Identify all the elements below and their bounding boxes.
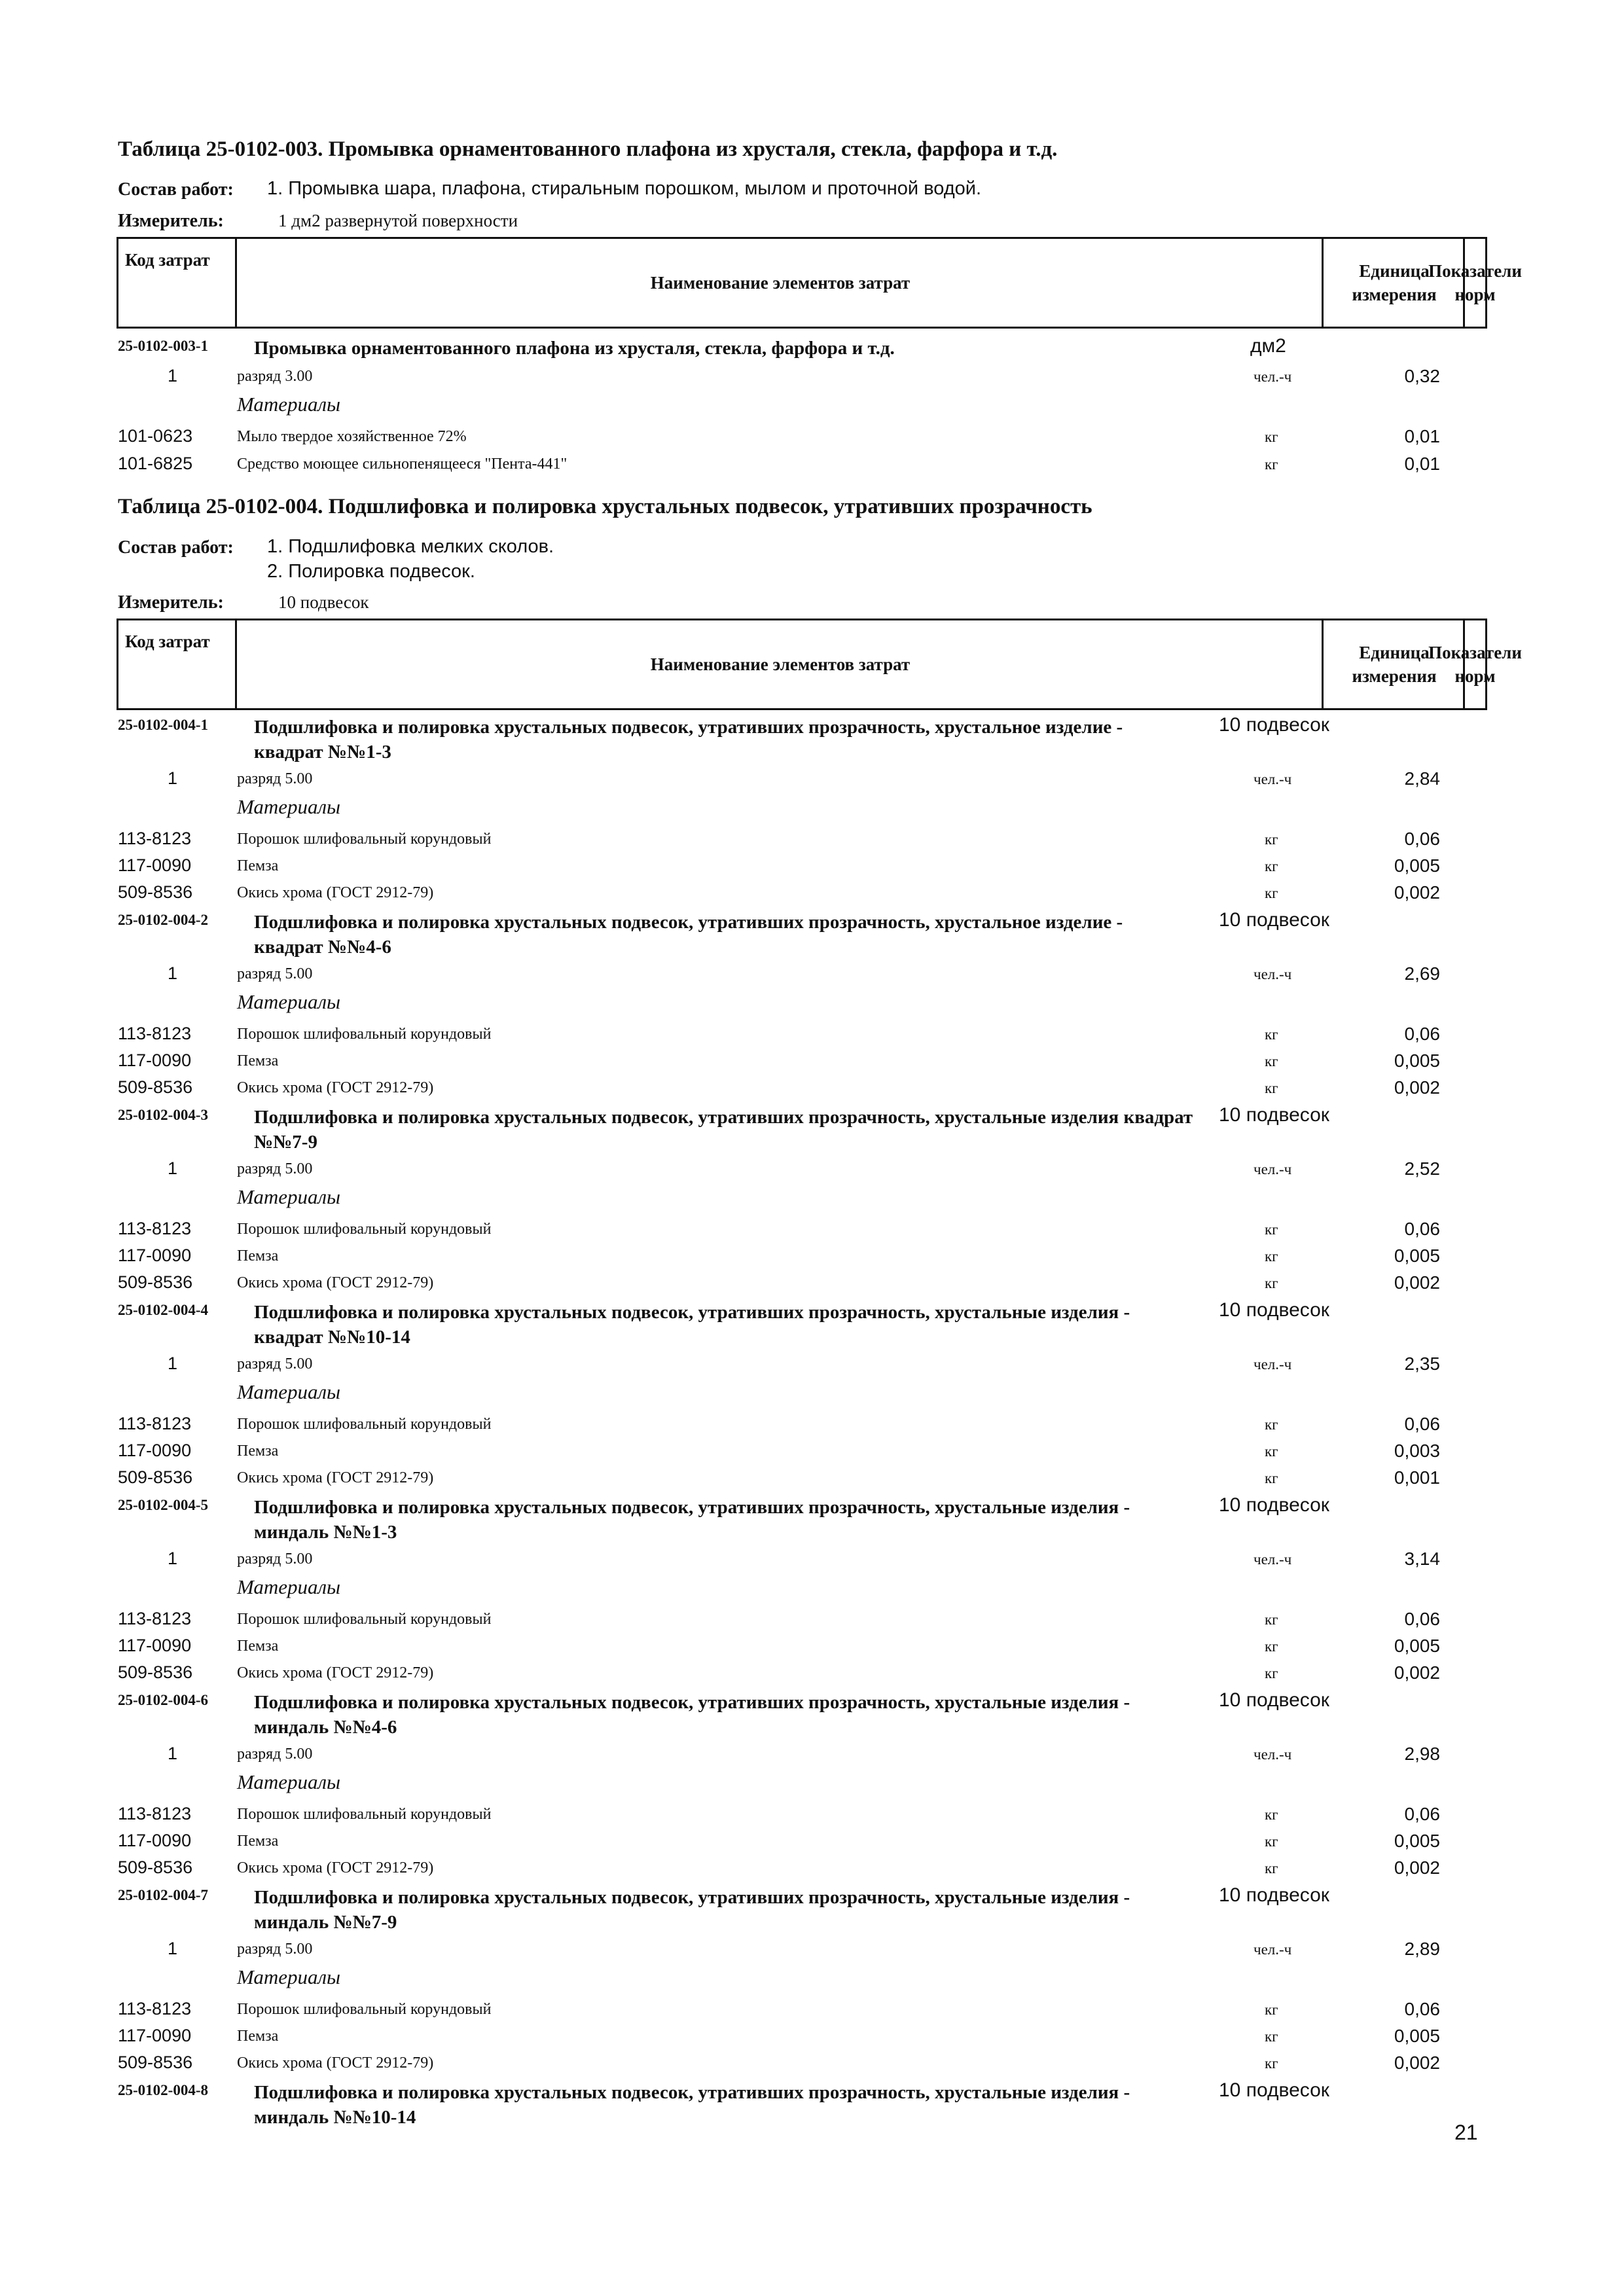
labor-unit: чел.-ч <box>1254 1941 1292 1958</box>
material-name: Пемза <box>237 1638 279 1655</box>
material-code: 509-8536 <box>118 2053 193 2072</box>
material-value: 0,002 <box>1394 1857 1440 1878</box>
materials-label: Материалы <box>237 1380 341 1403</box>
labor-unit: чел.-ч <box>1254 1356 1292 1372</box>
header-unit-line-2: измерения <box>1352 666 1437 686</box>
labor-value: 2,35 <box>1404 1354 1440 1374</box>
table-2-work-item-1: 1. Подшлифовка мелких сколов. <box>267 536 554 557</box>
entry-code: 25-0102-004-8 <box>118 2082 208 2098</box>
material-unit: кг <box>1265 429 1278 445</box>
material-value: 0,06 <box>1404 1024 1440 1044</box>
entry-code: 25-0102-004-6 <box>118 1692 208 1708</box>
material-name: Пемза <box>237 2028 279 2045</box>
header-unit-line-2: измерения <box>1352 285 1437 304</box>
entry-title: Подшлифовка и полировка хрустальных подвесок, утративших прозрачность, хрустальные изделия - миндаль №№7-9 <box>254 1887 1130 1933</box>
entry-unit: 10 подвесок <box>1219 714 1329 736</box>
material-value: 0,06 <box>1404 1414 1440 1434</box>
material-name: Окись хрома (ГОСТ 2912-79) <box>237 1859 434 1876</box>
material-name: Пемза <box>237 1247 279 1265</box>
material-name: Окись хрома (ГОСТ 2912-79) <box>237 1469 434 1486</box>
material-unit: кг <box>1265 1416 1278 1433</box>
table-2-work-item-2: 2. Полировка подвесок. <box>267 561 475 582</box>
material-name: Мыло твердое хозяйственное 72% <box>237 428 467 445</box>
material-value: 0,005 <box>1394 2026 1440 2046</box>
labor-value: 3,14 <box>1404 1549 1440 1569</box>
material-unit: кг <box>1265 1860 1278 1876</box>
table-1-work-label: Состав работ: <box>118 179 234 200</box>
material-name: Порошок шлифовальный корундовый <box>237 1806 492 1823</box>
material-name: Порошок шлифовальный корундовый <box>237 1611 492 1628</box>
material-unit: кг <box>1265 2055 1278 2072</box>
labor-value: 2,69 <box>1404 963 1440 984</box>
labor-name: разряд 5.00 <box>237 1551 313 1568</box>
material-name: Окись хрома (ГОСТ 2912-79) <box>237 1079 434 1096</box>
labor-code: 1 <box>168 366 178 386</box>
material-code: 113-8123 <box>118 1414 192 1433</box>
material-name: Пемза <box>237 1443 279 1460</box>
material-value: 0,002 <box>1394 1662 1440 1683</box>
material-code: 113-8123 <box>118 1999 192 2018</box>
material-unit: кг <box>1265 858 1278 874</box>
material-unit: кг <box>1265 1275 1278 1291</box>
table-1-meter-value: 1 дм2 развернутой поверхности <box>278 211 518 230</box>
labor-name: разряд 5.00 <box>237 1355 313 1372</box>
labor-value: 2,89 <box>1404 1939 1440 1959</box>
labor-name: разряд 5.00 <box>237 1941 313 1958</box>
material-name: Пемза <box>237 1052 279 1069</box>
table-2-header <box>117 619 1522 710</box>
page-number: 21 <box>1454 2121 1478 2144</box>
material-unit: кг <box>1265 2001 1278 2018</box>
labor-value: 0,32 <box>1404 366 1440 386</box>
material-unit: кг <box>1265 2028 1278 2045</box>
material-code: 509-8536 <box>118 1272 193 1292</box>
material-value: 0,005 <box>1394 1050 1440 1071</box>
material-code: 117-0090 <box>118 1246 192 1265</box>
material-value: 0,002 <box>1394 1077 1440 1098</box>
material-name: Порошок шлифовальный корундовый <box>237 1416 492 1433</box>
material-value: 0,002 <box>1394 882 1440 903</box>
table-1-title: Таблица 25-0102-003. Промывка орнаментованного плафона из хрусталя, стекла, фарфора и т.д. <box>118 137 1058 161</box>
material-code: 509-8536 <box>118 1857 193 1877</box>
labor-code: 1 <box>168 1354 178 1373</box>
entry-code: 25-0102-004-2 <box>118 912 208 928</box>
material-value: 0,001 <box>1394 1467 1440 1488</box>
labor-unit: чел.-ч <box>1254 1746 1292 1763</box>
material-code: 117-0090 <box>118 2026 192 2045</box>
labor-unit: чел.-ч <box>1254 966 1292 982</box>
material-unit: кг <box>1265 831 1278 848</box>
material-value: 0,003 <box>1394 1441 1440 1461</box>
material-value: 0,01 <box>1404 454 1440 474</box>
labor-code: 1 <box>168 1549 178 1568</box>
labor-code: 1 <box>168 1939 178 1958</box>
entry-title: Подшлифовка и полировка хрустальных подвесок, утративших прозрачность, хрустальные изделия - квадрат №№10-14 <box>254 1302 1130 1348</box>
entry-unit: дм2 <box>1250 335 1286 357</box>
material-name: Средство моющее сильнопенящееся "Пента-441" <box>237 456 568 473</box>
material-name: Порошок шлифовальный корундовый <box>237 1026 492 1043</box>
materials-label: Материалы <box>237 1575 341 1598</box>
material-unit: кг <box>1265 1053 1278 1069</box>
labor-code: 1 <box>168 963 178 983</box>
entry-title: Подшлифовка и полировка хрустальных подвесок, утративших прозрачность, хрустальные изделия - миндаль №№10-14 <box>254 2082 1130 2128</box>
material-unit: кг <box>1265 1806 1278 1823</box>
labor-name: разряд 5.00 <box>237 1160 313 1177</box>
material-code: 113-8123 <box>118 829 192 848</box>
header-name <box>235 239 1324 327</box>
header-norm-line-1: Показатели <box>1428 261 1522 281</box>
header-norm-line-2: норм <box>1454 285 1496 304</box>
labor-value: 2,52 <box>1404 1158 1440 1179</box>
material-value: 0,005 <box>1394 1246 1440 1266</box>
header-unit-line-1: Единица <box>1359 261 1430 281</box>
material-unit: кг <box>1265 885 1278 901</box>
entry-code: 25-0102-004-4 <box>118 1302 208 1318</box>
labor-unit: чел.-ч <box>1254 771 1292 787</box>
material-unit: кг <box>1265 1080 1278 1096</box>
material-code: 117-0090 <box>118 1050 192 1070</box>
material-code: 113-8123 <box>118 1219 192 1238</box>
material-code: 113-8123 <box>118 1609 192 1628</box>
material-unit: кг <box>1265 1443 1278 1460</box>
entry-unit: 10 подвесок <box>1219 909 1329 931</box>
material-name: Пемза <box>237 1833 279 1850</box>
header-norm-line-1: Показатели <box>1428 643 1522 662</box>
material-unit: кг <box>1265 1248 1278 1265</box>
entry-title: Подшлифовка и полировка хрустальных подвесок, утративших прозрачность, хрустальные изделия - миндаль №№1-3 <box>254 1497 1130 1543</box>
header-norm <box>1428 620 1522 708</box>
labor-code: 1 <box>168 1744 178 1763</box>
entry-code: 25-0102-004-5 <box>118 1497 208 1513</box>
labor-name: разряд 5.00 <box>237 770 313 787</box>
material-unit: кг <box>1265 1665 1278 1681</box>
labor-code: 1 <box>168 768 178 788</box>
table-2-meter-value: 10 подвесок <box>278 592 369 612</box>
material-code: 113-8123 <box>118 1804 192 1823</box>
material-unit: кг <box>1265 1221 1278 1238</box>
header-name-text: Наименование элементов затрат <box>650 273 911 293</box>
material-code: 101-0623 <box>118 426 193 446</box>
material-unit: кг <box>1265 1026 1278 1043</box>
labor-name: разряд 5.00 <box>237 1746 313 1763</box>
material-name: Порошок шлифовальный корундовый <box>237 2001 492 2018</box>
material-unit: кг <box>1265 1470 1278 1486</box>
header-unit-line-1: Единица <box>1359 643 1430 662</box>
material-value: 0,06 <box>1404 1804 1440 1824</box>
material-value: 0,005 <box>1394 855 1440 876</box>
material-name: Порошок шлифовальный корундовый <box>237 831 492 848</box>
entry-code: 25-0102-004-3 <box>118 1107 208 1123</box>
material-code: 117-0090 <box>118 1636 192 1655</box>
entry-unit: 10 подвесок <box>1219 1884 1329 1906</box>
material-code: 101-6825 <box>118 454 193 473</box>
entry-title: Подшлифовка и полировка хрустальных подвесок, утративших прозрачность, хрустальное изделие - квадрат №№1-3 <box>254 717 1123 762</box>
entry-title: Подшлифовка и полировка хрустальных подвесок, утративших прозрачность, хрустальное изделие - квадрат №№4-6 <box>254 912 1123 958</box>
materials-label: Материалы <box>237 1770 341 1793</box>
material-value: 0,002 <box>1394 2053 1440 2073</box>
entry-unit: 10 подвесок <box>1219 1689 1329 1711</box>
entry-unit: 10 подвесок <box>1219 2079 1329 2101</box>
entry-code: 25-0102-004-1 <box>118 717 208 733</box>
material-code: 117-0090 <box>118 855 192 875</box>
material-code: 509-8536 <box>118 882 193 902</box>
labor-name: разряд 3.00 <box>237 368 313 385</box>
material-value: 0,01 <box>1404 426 1440 446</box>
header-norm <box>1428 239 1522 327</box>
labor-value: 2,84 <box>1404 768 1440 789</box>
entry-title: Подшлифовка и полировка хрустальных подвесок, утративших прозрачность, хрустальные изделия квадрат №№7-9 <box>254 1107 1193 1153</box>
material-value: 0,06 <box>1404 1219 1440 1239</box>
material-unit: кг <box>1265 1833 1278 1850</box>
material-name: Окись хрома (ГОСТ 2912-79) <box>237 1274 434 1291</box>
material-code: 509-8536 <box>118 1077 193 1097</box>
materials-label: Материалы <box>237 1965 341 1988</box>
materials-label: Материалы <box>237 990 341 1013</box>
material-name: Окись хрома (ГОСТ 2912-79) <box>237 1664 434 1681</box>
entry-unit: 10 подвесок <box>1219 1299 1329 1321</box>
materials-label: Материалы <box>237 393 341 416</box>
material-code: 117-0090 <box>118 1831 192 1850</box>
material-code: 117-0090 <box>118 1441 192 1460</box>
material-unit: кг <box>1265 456 1278 473</box>
entry-unit: 10 подвесок <box>1219 1494 1329 1516</box>
material-value: 0,005 <box>1394 1831 1440 1851</box>
labor-unit: чел.-ч <box>1254 1551 1292 1568</box>
material-code: 509-8536 <box>118 1662 193 1682</box>
table-1-meter-label: Измеритель: <box>118 211 224 231</box>
material-name: Окись хрома (ГОСТ 2912-79) <box>237 884 434 901</box>
table-2-meter-label: Измеритель: <box>118 592 224 613</box>
labor-name: разряд 5.00 <box>237 965 313 982</box>
table-2-title: Таблица 25-0102-004. Подшлифовка и полировка хрустальных подвесок, утративших прозрачность <box>118 495 1092 518</box>
entry-code: 25-0102-004-7 <box>118 1887 208 1903</box>
materials-label: Материалы <box>237 795 341 818</box>
material-value: 0,06 <box>1404 1609 1440 1629</box>
material-code: 113-8123 <box>118 1024 192 1043</box>
material-value: 0,06 <box>1404 1999 1440 2019</box>
material-code: 509-8536 <box>118 1467 193 1487</box>
material-unit: кг <box>1265 1611 1278 1628</box>
table-1-work-item: 1. Промывка шара, плафона, стиральным порошком, мылом и проточной водой. <box>267 178 982 199</box>
material-name: Окись хрома (ГОСТ 2912-79) <box>237 2054 434 2072</box>
material-name: Порошок шлифовальный корундовый <box>237 1221 492 1238</box>
header-name <box>235 620 1324 708</box>
header-code: Код затрат <box>125 250 210 270</box>
header-name-text: Наименование элементов затрат <box>650 655 911 674</box>
material-name: Пемза <box>237 857 279 874</box>
header-norm-line-2: норм <box>1454 666 1496 686</box>
material-unit: кг <box>1265 1638 1278 1655</box>
table-2-work-label: Состав работ: <box>118 537 234 558</box>
materials-label: Материалы <box>237 1185 341 1208</box>
labor-unit: чел.-ч <box>1254 1161 1292 1177</box>
labor-code: 1 <box>168 1158 178 1178</box>
entry-title: Промывка орнаментованного плафона из хрусталя, стекла, фарфора и т.д. <box>254 338 895 359</box>
labor-unit: чел.-ч <box>1254 368 1292 385</box>
material-value: 0,005 <box>1394 1636 1440 1656</box>
entry-unit: 10 подвесок <box>1219 1104 1329 1126</box>
table-1-header <box>117 237 1522 329</box>
header-code: Код затрат <box>125 632 210 651</box>
material-value: 0,002 <box>1394 1272 1440 1293</box>
entry-title: Подшлифовка и полировка хрустальных подвесок, утративших прозрачность, хрустальные изделия - миндаль №№4-6 <box>254 1692 1130 1738</box>
material-value: 0,06 <box>1404 829 1440 849</box>
labor-value: 2,98 <box>1404 1744 1440 1764</box>
entry-code: 25-0102-003-1 <box>118 338 208 354</box>
